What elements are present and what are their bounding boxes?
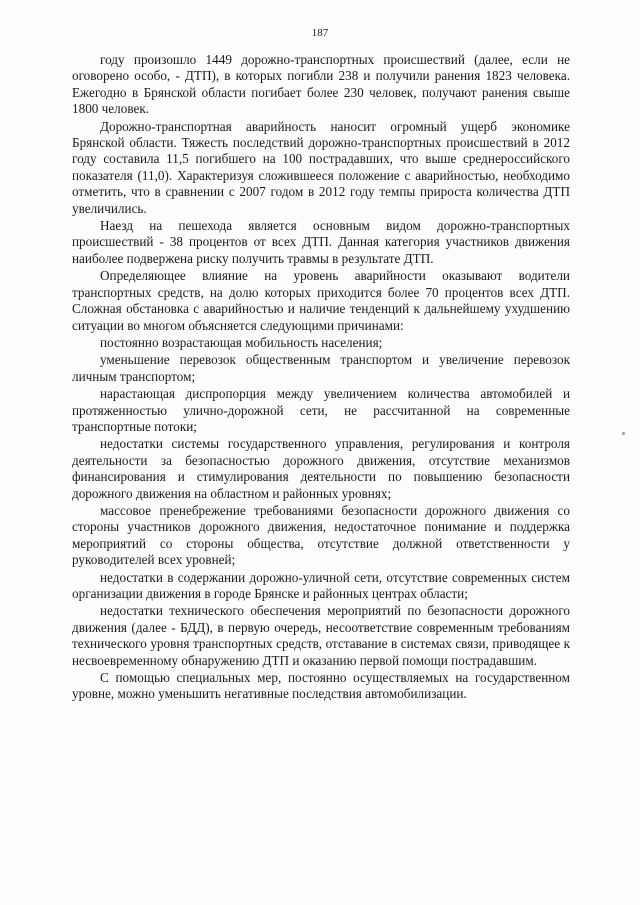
paragraph-pedestrian-collisions: Наезд на пешехода является основным видом дорожно-транспортных происшествий - 38 процентов от всех ДТП. Данная категория участников движения наиболее подвержена риску получить травмы в результате ДТП. <box>72 218 570 266</box>
body-text <box>72 52 570 704</box>
list-item-mobility: постоянно возрастающая мобильность населения; <box>100 334 383 350</box>
paragraph-economic-damage: Дорожно-транспортная аварийность наносит огромный ущерб экономике Брянской области. Тяжесть последствий дорожно-транспортных происшествий в 2012 году составила 11,5 погибшего на 100 пострадавших, что выше среднероссийского показателя (11,0). Характеризуя сложившееся положение с аварийностью, необходимо отметить, что в сравнении с 2007 годом в 2012 году темпы прироста количества ДТП увеличились. <box>72 118 570 216</box>
paragraph-driver-influence: Определяющее влияние на уровень аварийности оказывают водители транспортных средств, на долю которых приходится более 70 процентов всех ДТП. Сложная обстановка с аварийностью и наличие тенденций к дальнейшему ухудшению ситуации во многом объясняется следующими причинами: <box>72 268 570 333</box>
list-item-technical-support: недостатки технического обеспечения мероприятий по безопасности дорожного движения (далее - БДД), в первую очередь, несоответствие современным требованиям технического уровня транспортных средств, отставание в системах связи, приводящее к несвоевременному обнаружению ДТП и оказанию первой помощи пострадавшим. <box>72 603 570 668</box>
paragraph-accident-statistics: году произошло 1449 дорожно-транспортных происшествий (далее, если не оговорено особо, - ДТП), в которых погибли 238 и получили ранения 1823 человека. Ежегодно в Брянской области погибает более 230 человек, получают ранения свыше 1800 человек. <box>72 52 570 117</box>
list-item-disregard-of-rules: массовое пренебрежение требованиями безопасности дорожного движения со стороны участников дорожного движения, недостаточное понимание и поддержка мероприятий со стороны общества, отсутствие должной ответственности у руководителей всех уровней; <box>72 502 570 568</box>
paragraph-conclusion: С помощью специальных мер, постоянно осуществляемых на государственном уровне, можно уменьшить негативные последствия автомобилизации. <box>72 670 570 702</box>
list-item-state-management: недостатки системы государственного управления, регулирования и контроля деятельности за безопасностью дорожного движения, отсутствие механизмов финансирования и стимулирования деятельности по повышению безопасности дорожного движения на областном и районных уровнях; <box>72 436 570 501</box>
page-number: 187 <box>311 27 329 39</box>
scan-speck <box>622 432 625 435</box>
list-item-road-maintenance: недостатки в содержании дорожно-уличной сети, отсутствие современных систем организации движения в городе Брянске и районных центрах области; <box>72 569 570 601</box>
list-item-road-network-disproportion: нарастающая диспропорция между увеличением количества автомобилей и протяженностью улично-дорожной сети, не рассчитанной на современные транспортные потоки; <box>72 386 570 434</box>
list-item-public-transport: уменьшение перевозок общественным транспортом и увеличение перевозок личным транспортом; <box>72 352 570 384</box>
